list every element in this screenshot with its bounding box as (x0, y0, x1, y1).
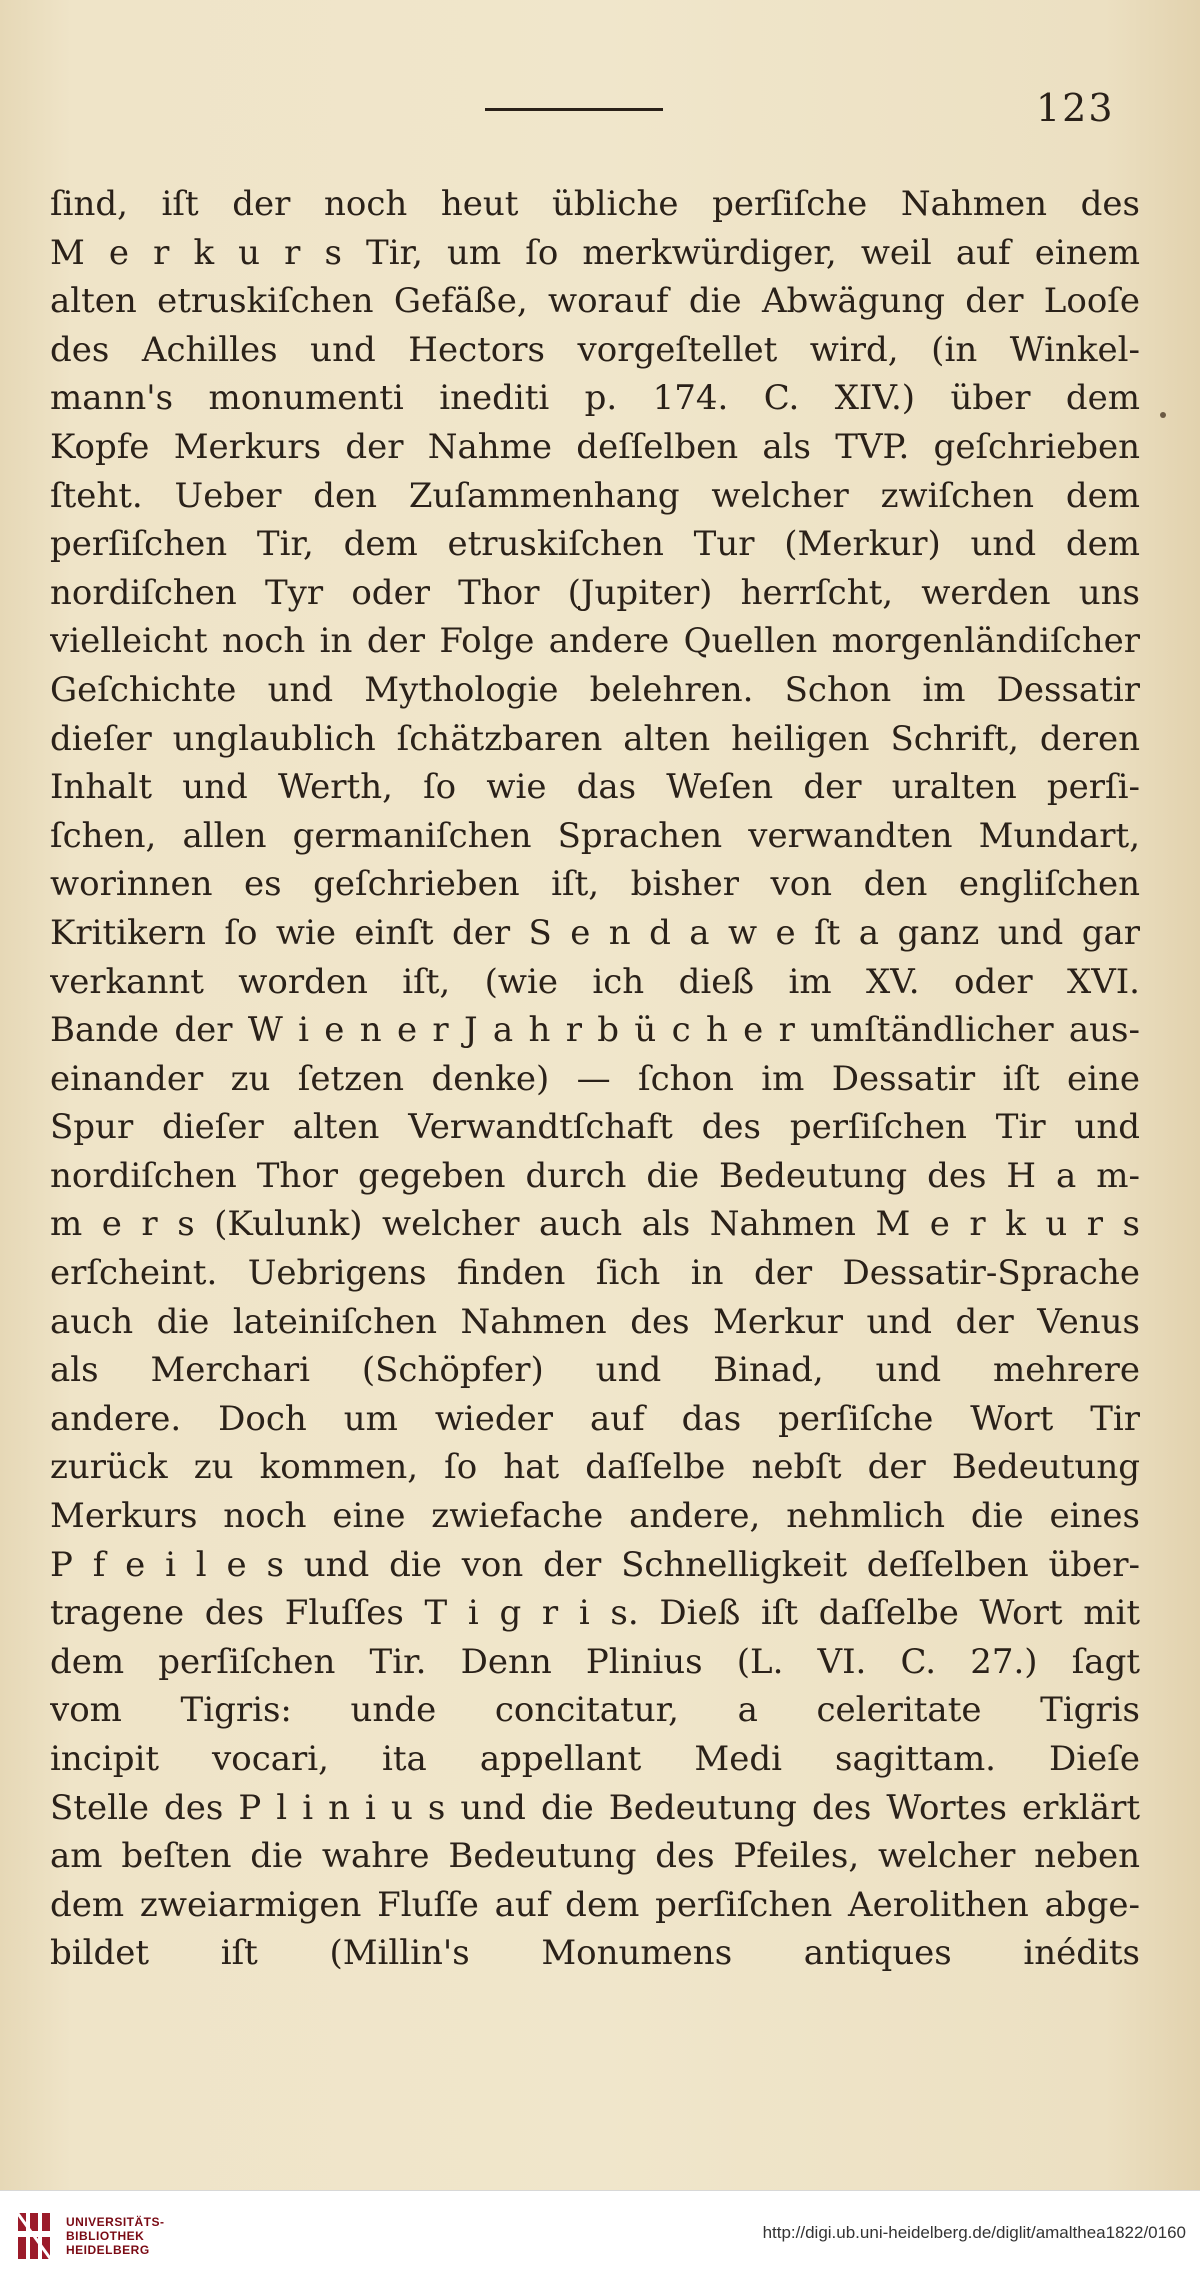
text-line: auch die lateiniſchen Nahmen des Merkur und der Venus (50, 1301, 1140, 1342)
library-name-line: HEIDELBERG (66, 2243, 150, 2257)
text-line: Inhalt und Werth, ſo wie das Weſen der uralten perſi- (50, 767, 1140, 808)
body-text (50, 180, 1140, 1978)
text-line: dem zweiarmigen Fluſſe auf dem perſiſchen Aerolithen abge- (50, 1884, 1140, 1925)
text-line: Bande der W i e n e r J a h r b ü c h e r umſtändlicher aus- (50, 1010, 1140, 1051)
text-line: tragene des Fluſſes T i g r i s. Dieß iſt daſſelbe Wort mit (50, 1593, 1140, 1634)
text-line: ſchen, allen germaniſchen Sprachen verwandten Mundart, (50, 815, 1140, 856)
footer-bar (0, 2190, 1200, 2281)
text-line: m e r s (Kulunk) welcher auch als Nahmen M e r k u r s (50, 1204, 1140, 1245)
text-line: als Merchari (Schöpfer) und Binad, und mehrere (50, 1350, 1140, 1391)
page-number: 123 (1036, 86, 1115, 130)
text-line: mann's monumenti inediti p. 174. C. XIV.) über dem (50, 378, 1140, 419)
text-line: nordiſchen Thor gegeben durch die Bedeutung des H a m- (50, 1155, 1140, 1196)
text-line: Stelle des P l i n i u s und die Bedeutung des Wortes erklärt (50, 1787, 1140, 1828)
library-name-line: BIBLIOTHEK (66, 2229, 145, 2243)
library-name-line: UNIVERSITÄTS- (66, 2215, 165, 2229)
text-line: incipit vocari, ita appellant Medi sagittam. Dieſe (50, 1739, 1140, 1779)
text-line: Spur dieſer alten Verwandtſchaft des perſiſchen Tir und (50, 1107, 1140, 1148)
text-line: M e r k u r s Tir, um ſo merkwürdiger, weil auf einem (50, 232, 1140, 273)
text-line: vom Tigris: unde concitatur, a celeritate Tigris (50, 1690, 1140, 1731)
ink-speck (1160, 412, 1166, 418)
text-line: ſteht. Ueber den Zuſammenhang welcher zwiſchen dem (50, 475, 1140, 516)
header-rule (485, 108, 663, 111)
text-line: perſiſchen Tir, dem etruskiſchen Tur (Merkur) und dem (50, 524, 1140, 565)
text-line: P f e i l e s und die von der Schnelligkeit deſſelben über- (50, 1544, 1140, 1585)
text-line: alten etruskiſchen Gefäße, worauf die Abwägung der Looſe (50, 281, 1140, 322)
text-line: ſind, iſt der noch heut übliche perſiſche Nahmen des (50, 184, 1140, 224)
text-line: verkannt worden iſt, (wie ich dieß im XV. oder XVI. (50, 961, 1140, 1002)
text-line: Kritikern ſo wie einſt der S e n d a w e ſt a ganz und gar (50, 912, 1140, 953)
source-url-link[interactable]: http://digi.ub.uni-heidelberg.de/diglit/amalthea1822/0160 (762, 2223, 1186, 2242)
text-line: einander zu ſetzen denke) — ſchon im Dessatir iſt eine (50, 1058, 1140, 1099)
text-line: worinnen es geſchrieben iſt, bisher von den engliſchen (50, 864, 1140, 905)
text-line: vielleicht noch in der Folge andere Quellen morgenländiſcher (50, 621, 1140, 662)
text-line: zurück zu kommen, ſo hat daſſelbe nebſt der Bedeutung (50, 1447, 1140, 1488)
university-library-logo-icon (14, 2209, 54, 2263)
text-line: erſcheint. Uebrigens finden ſich in der Dessatir-Sprache (50, 1253, 1140, 1294)
text-line: dem perſiſchen Tir. Denn Plinius (L. VI. C. 27.) ſagt (50, 1641, 1140, 1682)
text-line: Kopfe Merkurs der Nahme deſſelben als TVP. geſchrieben (50, 426, 1140, 467)
text-line: bildet iſt (Millin's Monumens antiques inédits (50, 1933, 1140, 1974)
library-name (66, 2215, 165, 2257)
text-line: nordiſchen Tyr oder Thor (Jupiter) herrſcht, werden uns (50, 572, 1140, 613)
text-line: dieſer unglaublich ſchätzbaren alten heiligen Schrift, deren (50, 718, 1140, 759)
text-line: Merkurs noch eine zwiefache andere, nehmlich die eines (50, 1496, 1140, 1537)
text-line: am beſten die wahre Bedeutung des Pfeiles, welcher neben (50, 1836, 1140, 1877)
text-line: andere. Doch um wieder auf das perſiſche Wort Tir (50, 1398, 1140, 1439)
text-line: des Achilles und Hectors vorgeſtellet wird, (in Winkel- (50, 329, 1140, 370)
text-line: Geſchichte und Mythologie belehren. Schon im Dessatir (50, 669, 1140, 710)
